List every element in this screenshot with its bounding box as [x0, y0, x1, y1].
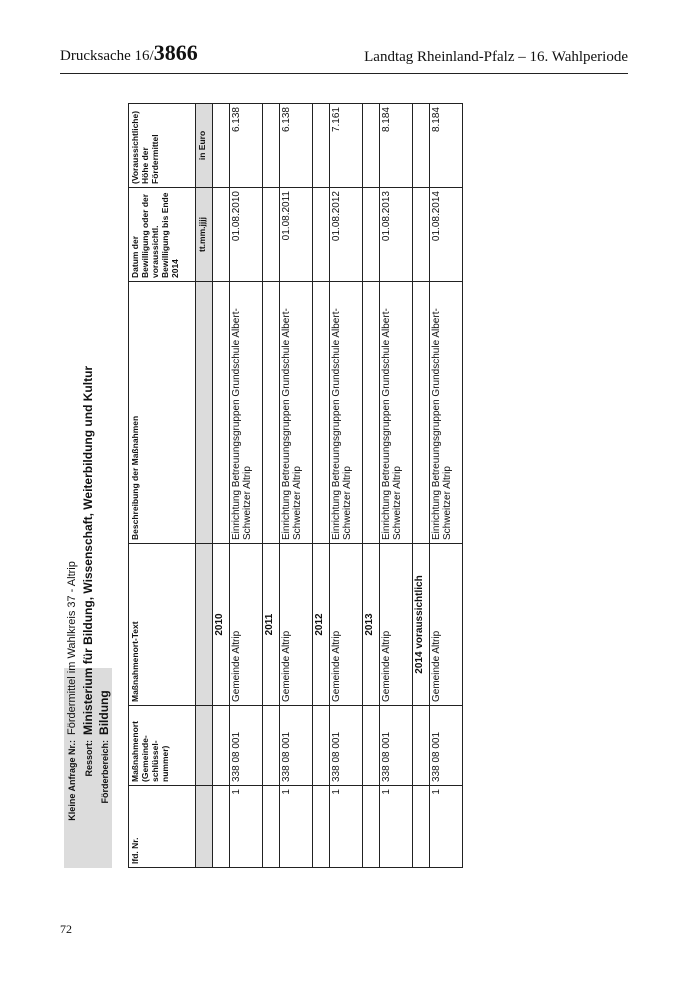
year-empty: [363, 706, 380, 786]
year-empty: [313, 188, 330, 282]
year-empty: [313, 104, 330, 188]
table-subheader-row: [196, 104, 213, 868]
sub-amount-unit: in Euro: [196, 104, 213, 188]
col-header-betrag: (Voraussichtliche) Höhe der Fördermittel: [129, 104, 196, 188]
cell-betrag: 8.184: [380, 104, 413, 188]
year-label: 2013: [363, 544, 380, 706]
cell-betrag: 6.138: [230, 104, 263, 188]
table-row: [380, 104, 413, 868]
cell-nr: 1: [280, 786, 313, 868]
year-empty: [363, 104, 380, 188]
year-empty: [363, 282, 380, 544]
table-row: [330, 104, 363, 868]
col-header-nr: lfd. Nr.: [129, 786, 196, 868]
table-row: [280, 104, 313, 868]
meta-ressort: [80, 366, 96, 868]
header-rule: [60, 73, 628, 74]
col-header-ort: Maßnahmenort (Gemeinde-schlüssel-nummer): [129, 706, 196, 786]
cell-betrag: 8.184: [430, 104, 463, 188]
cell-nr: 1: [330, 786, 363, 868]
cell-text: Gemeinde Altrip: [280, 544, 313, 706]
year-empty: [263, 188, 280, 282]
cell-datum: 01.08.2012: [330, 188, 363, 282]
sub-empty: [196, 544, 213, 706]
year-empty: [213, 188, 230, 282]
year-empty: [413, 104, 430, 188]
year-label: 2011: [263, 544, 280, 706]
cell-betrag: 7.161: [330, 104, 363, 188]
year-empty: [263, 786, 280, 868]
cell-nr: 1: [380, 786, 413, 868]
page-number: 72: [60, 922, 72, 936]
cell-text: Gemeinde Altrip: [430, 544, 463, 706]
meta-block: [64, 104, 112, 868]
year-row: [313, 104, 330, 868]
year-label: 2012: [313, 544, 330, 706]
drucksache-number: 3866: [153, 40, 198, 65]
year-empty: [413, 706, 430, 786]
cell-nr: 1: [230, 786, 263, 868]
year-empty: [313, 282, 330, 544]
year-row: [263, 104, 280, 868]
cell-nr: 1: [430, 786, 463, 868]
meta-anfrage-label: Kleine Anfrage Nr.:: [67, 740, 77, 821]
landtag-label: Landtag Rheinland-Pfalz – 16. Wahlperiode: [364, 49, 628, 65]
cell-datum: 01.08.2013: [380, 188, 413, 282]
col-header-text: Maßnahmenort-Text: [129, 544, 196, 706]
cell-datum: 01.08.2010: [230, 188, 263, 282]
year-empty: [213, 786, 230, 868]
year-empty: [313, 706, 330, 786]
table-header-row: [129, 104, 196, 868]
year-label: 2014 voraussichtlich: [413, 544, 430, 706]
cell-ort: 338 08 001: [380, 706, 413, 786]
year-empty: [213, 104, 230, 188]
year-row: [213, 104, 230, 868]
table-row: [430, 104, 463, 868]
sub-empty: [196, 282, 213, 544]
cell-ort: 338 08 001: [280, 706, 313, 786]
meta-bereich-label: Förderbereich:: [100, 740, 110, 804]
year-empty: [413, 282, 430, 544]
cell-beschreibung: Einrichtung Betreuungsgruppen Grundschule Albert-Schweitzer Altrip: [330, 282, 363, 544]
page-header: [60, 40, 628, 74]
meta-bereich: [96, 690, 112, 868]
sub-date-format: tt.mm.jjjj: [196, 188, 213, 282]
cell-datum: 01.08.2014: [430, 188, 463, 282]
meta-anfrage: [64, 561, 80, 868]
year-empty: [363, 188, 380, 282]
year-empty: [363, 786, 380, 868]
sub-empty: [196, 786, 213, 868]
col-header-datum: Datum der Bewilligung oder der voraussichtl. Bewilligung bis Ende 2014: [129, 188, 196, 282]
cell-datum: 01.08.2011: [280, 188, 313, 282]
year-label: 2010: [213, 544, 230, 706]
drucksache-label: [60, 40, 198, 66]
cell-beschreibung: Einrichtung Betreuungsgruppen Grundschule Albert-Schweitzer Altrip: [280, 282, 313, 544]
cell-text: Gemeinde Altrip: [380, 544, 413, 706]
year-empty: [213, 706, 230, 786]
rotated-content: [64, 104, 453, 868]
year-empty: [263, 706, 280, 786]
cell-beschreibung: Einrichtung Betreuungsgruppen Grundschule Albert-Schweitzer Altrip: [430, 282, 463, 544]
year-empty: [263, 104, 280, 188]
year-row: [413, 104, 430, 868]
cell-ort: 338 08 001: [430, 706, 463, 786]
cell-text: Gemeinde Altrip: [330, 544, 363, 706]
year-empty: [263, 282, 280, 544]
cell-beschreibung: Einrichtung Betreuungsgruppen Grundschule Albert-Schweitzer Altrip: [380, 282, 413, 544]
meta-ressort-value: Ministerium für Bildung, Wissenschaft, Weiterbildung und Kultur: [81, 365, 95, 735]
drucksache-prefix: Drucksache 16/: [60, 48, 154, 64]
year-empty: [313, 786, 330, 868]
cell-text: Gemeinde Altrip: [230, 544, 263, 706]
year-empty: [413, 188, 430, 282]
meta-bereich-value: Bildung: [97, 690, 111, 735]
year-row: [363, 104, 380, 868]
cell-ort: 338 08 001: [330, 706, 363, 786]
cell-ort: 338 08 001: [230, 706, 263, 786]
cell-betrag: 6.138: [280, 104, 313, 188]
meta-anfrage-value: Fördermittel im Wahlkreis 37 - Altrip: [66, 561, 78, 735]
sub-empty: [196, 706, 213, 786]
col-header-beschreibung: Beschreibung der Maßnahmen: [129, 282, 196, 544]
table-row: [230, 104, 263, 868]
year-empty: [213, 282, 230, 544]
cell-beschreibung: Einrichtung Betreuungsgruppen Grundschule Albert-Schweitzer Altrip: [230, 282, 263, 544]
meta-ressort-label: Ressort:: [84, 740, 94, 777]
foerder-table: [128, 103, 463, 868]
year-empty: [413, 786, 430, 868]
